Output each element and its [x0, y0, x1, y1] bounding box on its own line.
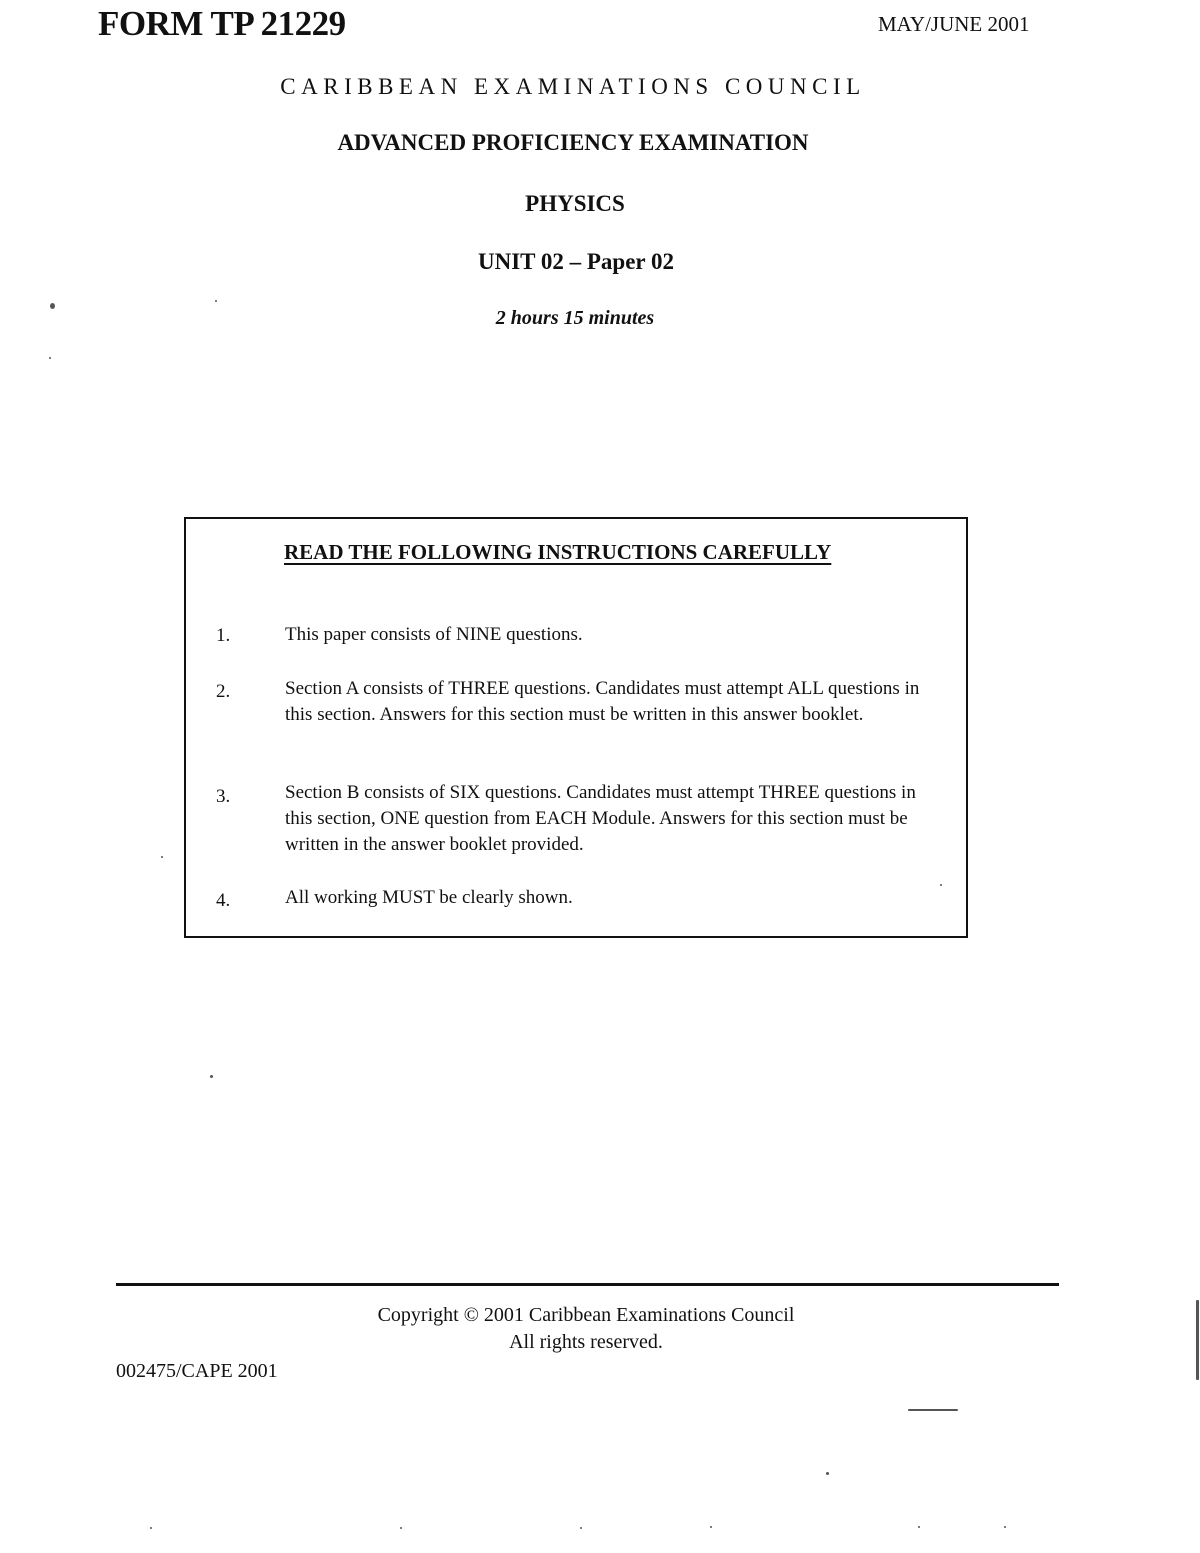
scan-speck — [940, 884, 942, 886]
instructions-heading: READ THE FOLLOWING INSTRUCTIONS CAREFULLY — [284, 540, 832, 564]
scan-speck — [1004, 1526, 1006, 1528]
council-name: CARIBBEAN EXAMINATIONS COUNCIL — [280, 74, 866, 99]
subject-title: PHYSICS — [525, 191, 625, 216]
document-code: 002475/CAPE 2001 — [116, 1360, 278, 1382]
scan-speck — [210, 1075, 213, 1078]
instruction-number: 2. — [216, 681, 231, 702]
exam-duration: 2 hours 15 minutes — [495, 307, 655, 329]
scan-speck — [826, 1472, 829, 1475]
scan-speck — [710, 1526, 712, 1528]
footer-divider — [116, 1283, 1059, 1286]
scan-speck — [580, 1527, 582, 1529]
scan-speck — [50, 303, 55, 309]
form-number: FORM TP 21229 — [98, 4, 346, 43]
copyright-notice — [0, 1302, 1172, 1356]
scan-speck — [908, 1409, 958, 1411]
instruction-number: 4. — [216, 890, 231, 911]
instruction-number: 3. — [216, 786, 231, 807]
instruction-number: 1. — [216, 625, 231, 646]
scan-speck — [918, 1526, 920, 1528]
copyright-line: Copyright © 2001 Caribbean Examinations Council — [377, 1304, 795, 1326]
rights-line: All rights reserved. — [509, 1331, 663, 1353]
scan-speck — [49, 357, 51, 359]
scan-speck — [150, 1527, 152, 1529]
exam-session: MAY/JUNE 2001 — [878, 12, 1030, 36]
instruction-text: Section A consists of THREE questions. Candidates must attempt ALL questions in this section. Answers for this section must be written in this answer booklet. — [285, 678, 920, 725]
scan-speck — [1196, 1300, 1199, 1380]
scan-speck — [400, 1527, 402, 1529]
exam-title: ADVANCED PROFICIENCY EXAMINATION — [337, 130, 809, 155]
scan-speck — [161, 856, 163, 858]
unit-paper: UNIT 02 – Paper 02 — [478, 249, 674, 274]
scan-speck — [215, 300, 217, 302]
instruction-text: All working MUST be clearly shown. — [285, 887, 573, 908]
instruction-text: Section B consists of SIX questions. Candidates must attempt THREE questions in this section, ONE question from EACH Module. Answers for this section must be written in the answer booklet provided. — [285, 782, 916, 855]
instruction-text: This paper consists of NINE questions. — [285, 624, 583, 645]
